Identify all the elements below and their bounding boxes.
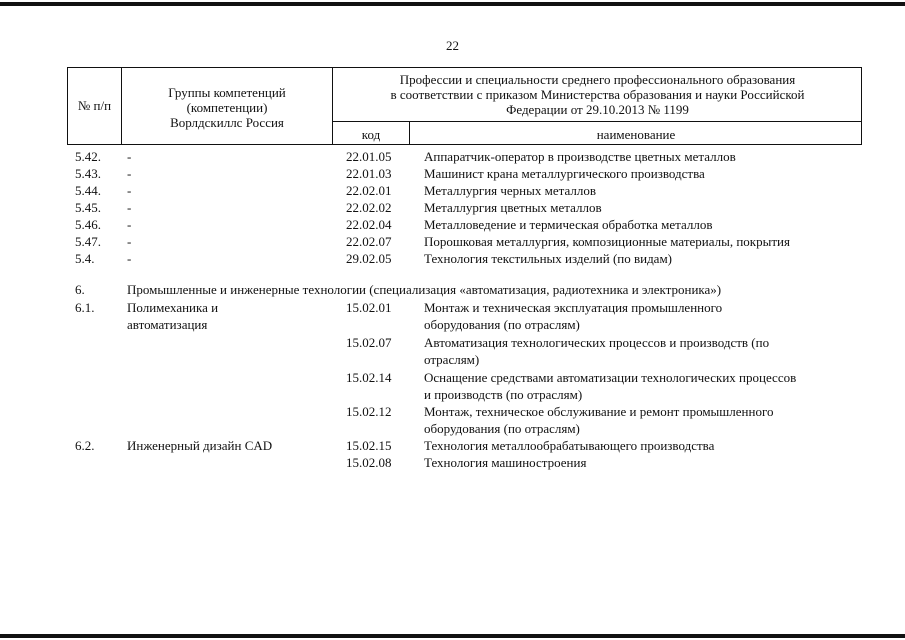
header-subdivider [332,121,861,122]
table-header [67,67,862,145]
header-col-group: Группы компетенций (компетенции) Ворлдскиллс Россия [168,85,286,130]
top-border [0,2,905,6]
header-col-code: код [361,127,381,142]
page-number: 22 [446,38,459,53]
header-col-professions: Профессии и специальности среднего профессионального образования в соответствии с приказом Министерства образования и науки Российской Федерации от 29.10.2013 № 1199 [390,72,805,117]
header-col-num: № п/п [77,98,112,113]
header-col-name: наименование [596,127,676,142]
bottom-border [0,634,905,638]
